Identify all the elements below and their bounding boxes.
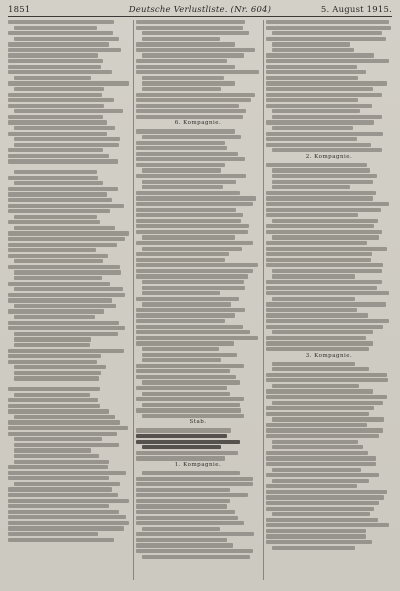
text-line [136,115,243,119]
text-line [14,460,109,464]
section-heading: 6. Kompagnie. [174,120,222,127]
text-line [14,454,99,458]
text-line [136,263,258,267]
text-line [142,168,221,172]
text-line [136,20,245,24]
text-line [272,417,384,421]
text-line [136,109,246,113]
text-line [266,412,369,416]
text-line [272,274,355,278]
text-line [272,109,360,113]
text-line [266,263,383,267]
text-line [8,198,112,202]
text-line [266,395,387,399]
text-line [8,42,109,46]
text-column-left [8,20,130,586]
text-line [266,291,389,295]
text-line [272,401,383,405]
text-line [8,409,109,413]
text-line [8,93,102,97]
text-line [136,510,235,514]
text-line [136,325,243,329]
text-line [14,332,118,336]
text-line [266,473,379,477]
text-line [272,42,350,46]
text-line [14,443,119,447]
text-line [266,495,384,499]
text-line [14,109,123,113]
text-line [142,235,235,239]
text-line [142,87,221,91]
text-line [8,404,100,408]
text-line [136,364,244,368]
text-line [266,213,358,217]
text-line [136,219,241,223]
text-line [136,70,259,74]
text-line [136,386,227,390]
text-line [142,555,250,559]
text-line [142,180,236,184]
text-line [8,59,103,63]
text-line [8,515,126,519]
text-column-right [266,20,392,586]
text-line [266,319,389,323]
text-line [8,204,124,208]
text-line [136,98,251,102]
text-column-middle [136,20,260,586]
text-line [8,471,126,475]
text-line [8,282,110,286]
text-line [8,243,117,247]
text-line [8,176,98,180]
text-line [142,185,223,189]
text-line [136,440,240,444]
text-line [14,87,104,91]
text-line [8,104,104,108]
text-line [14,181,103,185]
text-line [8,132,107,136]
text-line [8,298,112,302]
text-line [266,286,377,290]
text-line [136,397,244,401]
text-line [136,202,253,206]
text-line [14,270,121,274]
text-line [136,258,225,262]
text-line [266,456,376,460]
text-line [8,432,117,436]
text-line [8,521,129,525]
text-line [142,135,241,139]
header-rule [8,16,392,17]
text-line [136,196,256,200]
text-line [136,93,255,97]
text-line [136,516,238,520]
text-line [8,420,120,424]
text-line [8,70,112,74]
text-line [8,154,109,158]
text-line [142,353,237,357]
text-line [272,440,358,444]
text-line [272,468,361,472]
text-line [8,398,98,402]
text-line [272,384,359,388]
text-line [8,499,129,503]
text-line [136,336,258,340]
text-line [136,59,227,63]
text-line [272,185,350,189]
text-line [136,230,248,234]
page-number: 1851 [8,5,31,15]
text-line [142,76,224,80]
text-line [136,42,235,46]
text-line [136,504,227,508]
text-line [266,258,371,262]
text-line [136,482,253,486]
text-line [14,143,119,147]
text-line [14,137,120,141]
text-line [8,81,129,85]
section-heading: 1. Kompagnie. [174,461,222,468]
text-line [142,392,230,396]
text-line [266,462,376,466]
text-line [266,120,374,124]
text-line [266,252,372,256]
text-line [266,230,382,234]
text-line [136,297,239,301]
text-line [14,304,116,308]
text-line [142,347,219,351]
text-line [136,157,245,161]
text-line [266,59,389,63]
text-line [272,546,355,550]
text-line [8,354,101,358]
issue-date: 5. August 1915. [320,5,392,15]
text-line [136,477,253,481]
text-line [142,286,245,290]
text-line [136,488,230,492]
text-line [136,65,235,69]
text-line [8,254,108,258]
text-line [14,365,106,369]
text-line [8,187,118,191]
text-line [136,104,239,108]
text-line [142,81,235,85]
text-line [136,408,241,412]
text-line [142,302,231,306]
text-line [136,549,253,553]
text-line [14,343,90,347]
text-line [266,490,387,494]
text-line [14,226,115,230]
text-line [14,287,123,291]
text-line [136,538,227,542]
text-line [266,280,382,284]
text-line [8,159,118,163]
text-line [136,451,238,455]
text-line [14,26,97,30]
text-line [136,428,231,432]
text-line [266,378,388,382]
text-line [266,163,367,167]
text-line [8,493,118,497]
text-line [142,37,220,41]
text-line [136,521,244,525]
text-line [8,192,107,196]
text-line [142,280,244,284]
text-line [136,208,236,212]
text-line [266,451,368,455]
text-line [272,31,382,35]
text-line [136,48,255,52]
text-line [8,532,98,536]
text-line [8,349,124,353]
text-line [266,247,387,251]
text-line [266,389,373,393]
text-line [136,532,254,536]
text-line [142,445,221,449]
text-line [14,126,115,130]
text-line [272,174,377,178]
text-line [136,434,227,438]
text-line [266,341,373,345]
text-line [136,330,250,334]
text-line [266,76,358,80]
text-line [8,231,129,235]
page-header [8,4,392,16]
text-line [266,325,383,329]
text-line [266,20,389,24]
text-line [266,191,376,195]
text-line [136,274,248,278]
text-line [14,482,120,486]
text-line [266,540,372,544]
section-heading: Stab. [189,419,207,426]
text-line [266,70,366,74]
text-line [136,191,240,195]
text-line [142,380,240,384]
text-line [272,180,373,184]
text-line [266,518,378,522]
text-line [136,174,246,178]
text-line [8,237,125,241]
text-line [8,465,108,469]
text-line [14,259,103,263]
text-line [14,393,90,397]
text-line [8,65,101,69]
text-line [8,265,120,269]
text-line [8,360,97,364]
text-line [266,132,383,136]
text-line [136,341,234,345]
text-line [266,484,357,488]
text-line [136,129,235,133]
text-line [136,493,248,497]
text-line [272,148,382,152]
text-line [136,308,245,312]
text-line [8,504,109,508]
text-line [14,276,102,280]
text-line [142,247,242,251]
text-line [266,406,374,410]
text-line [266,241,367,245]
text-line [142,291,220,295]
text-line [8,538,114,542]
text-line [266,336,366,340]
text-line [266,507,374,511]
column-divider [133,20,134,580]
text-line [136,26,243,30]
text-line [14,376,99,380]
text-line [266,313,368,317]
text-line [136,213,243,217]
text-line [8,476,109,480]
text-line [266,434,379,438]
issue-number: (Nr. 604) [230,5,272,15]
text-line [136,152,238,156]
text-line [266,501,379,505]
text-line [266,81,387,85]
text-line [272,512,370,516]
section-heading: 3. Kompagnie. [305,352,353,359]
text-line [14,337,91,341]
text-line [136,241,253,245]
text-line [266,308,357,312]
text-line [272,297,355,301]
text-line [14,170,97,174]
text-line [14,415,115,419]
text-line [272,219,378,223]
text-line [8,321,119,325]
text-line [266,93,382,97]
text-line [266,347,369,351]
text-line [8,309,104,313]
text-line [142,527,220,531]
text-line [266,534,366,538]
text-line [266,373,387,377]
text-line [266,208,381,212]
text-line [8,526,124,530]
text-line [14,76,91,80]
text-line [8,326,125,330]
text-line [266,137,357,141]
text-line [136,369,230,373]
text-line [142,414,244,418]
text-line [136,456,225,460]
text-line [8,487,112,491]
text-line [8,148,103,152]
text-line [8,209,110,213]
text-line [14,37,119,41]
text-line [272,269,382,273]
text-line [136,252,229,256]
text-line [266,523,389,527]
text-line [272,330,373,334]
text-line [272,115,382,119]
column-divider [263,20,264,580]
text-line [266,37,386,41]
text-line [266,423,367,427]
text-line [266,53,374,57]
text-line [136,543,233,547]
text-line [266,302,386,306]
text-line [136,313,235,317]
text-line [8,115,103,119]
text-line [8,510,119,514]
text-line [266,202,389,206]
text-line [272,362,355,366]
text-line [136,375,236,379]
text-line [272,367,369,371]
text-line [266,87,373,91]
title-text: Deutsche Verlustliste. [128,5,228,15]
text-line [142,403,240,407]
text-line [8,53,98,57]
text-line [266,196,373,200]
text-line [8,220,100,224]
text-line [14,315,95,319]
section-heading: 2. Kompagnie. [305,153,353,160]
text-line [8,98,114,102]
text-line [272,445,363,449]
text-line [142,31,249,35]
text-line [8,120,107,124]
text-line [142,53,244,57]
text-line [136,224,249,228]
text-line [266,26,391,30]
text-line [272,479,369,483]
text-line [136,269,253,273]
text-line [142,471,240,475]
text-line [8,48,121,52]
text-line [8,248,96,252]
text-line [266,98,358,102]
text-line [142,358,221,362]
text-line [14,448,91,452]
text-line [8,20,114,24]
text-line [8,426,128,430]
text-line [136,319,225,323]
text-line [272,48,354,52]
text-line [14,371,101,375]
text-line [266,65,357,69]
text-line [14,215,97,219]
text-line [266,529,366,533]
text-line [8,387,100,391]
text-line [136,499,230,503]
text-line [8,293,125,297]
text-line [136,141,225,145]
text-line [266,224,374,228]
text-line [272,126,353,130]
text-line [14,437,102,441]
text-line [136,146,227,150]
text-line [266,143,371,147]
text-line [272,235,379,239]
text-line [272,168,370,172]
text-line [8,31,113,35]
text-line [266,428,383,432]
text-line [266,104,372,108]
text-line [136,163,225,167]
